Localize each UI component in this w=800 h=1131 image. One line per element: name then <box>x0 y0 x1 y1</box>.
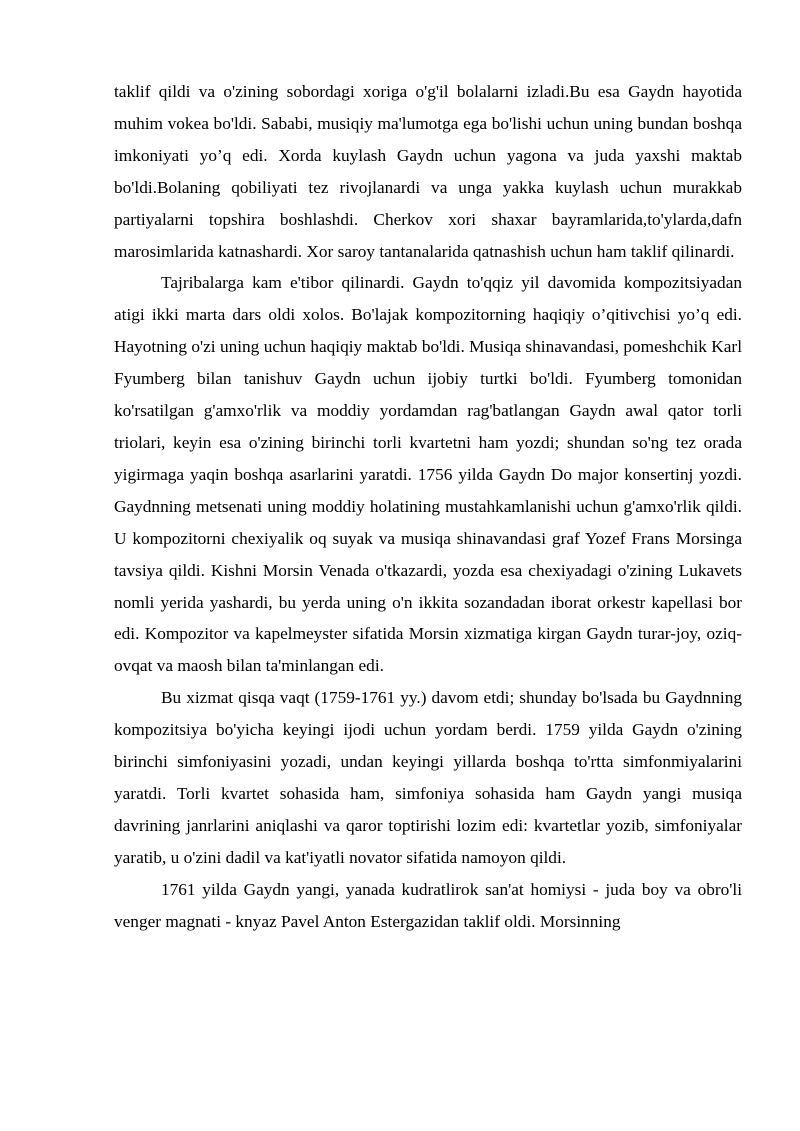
page-text-block <box>114 76 742 937</box>
paragraph-1: taklif qildi va o'zining sobordagi xoriga o'g'il bolalarni izladi.Bu esa Gaydn hayotida muhim vokea bo'ldi. Sababi, musiqiy ma'lumotga ega bo'lishi uchun uning bundan boshqa imkoniyati yo’q edi. Xorda kuylash Gaydn uchun yagona va juda yaxshi maktab bo'ldi.Bolaning qobiliyati tez rivojlanardi va unga yakka kuylash uchun murakkab partiyalarni topshira boshlashdi. Cherkov xori shaxar bayramlarida,to'ylarda,dafn marosimlarida katnashardi. Xor saroy tantanalarida qatnashish uchun ham taklif qilinardi. <box>114 82 742 261</box>
paragraph-4: 1761 yilda Gaydn yangi, yanada kudratlirok san'at homiysi - juda boy va obro'li venger magnati - knyaz Pavel Anton Estergazidan taklif oldi. Morsinning <box>114 879 742 931</box>
paragraph-2: Tajribalarga kam e'tibor qilinardi. Gaydn to'qqiz yil davomida kompozitsiyadan atigi ikki marta dars oldi xolos. Bo'lajak kompozitorning haqiqiy o’qitivchisi yo’q edi. Hayotning o'zi uning uchun haqiqiy maktab bo'ldi. Musiqa shinavandasi, pomeshchik Karl Fyumberg bilan tanishuv Gaydn uchun ijobiy turtki bo'ldi. Fyumberg tomonidan ko'rsatilgan g'amxo'rlik va moddiy yordamdan rag'batlangan Gaydn awal qator torli triolari, keyin esa o'zining birinchi torli kvartetni ham yozdi; shundan so'ng tez orada yigirmaga yaqin boshqa asarlarini yaratdi. 1756 yilda Gaydn Do major konsertinj yozdi. Gaydnning metsenati uning moddiy holatining mustahkamlanishi uchun g'amxo'rlik qildi. U kompozitorni chexiyalik oq suyak va musiqa shinavandasi graf Yozef Frans Morsinga tavsiya qildi. Kishni Morsin Venada o'tkazardi, yozda esa chexiyadagi o'zining Lukavets nomli yerida yashardi, bu yerda uning o'n ikkita sozandadan iborat orkestr kapellasi bor edi. Kompozitor va kapelmeyster sifatida Morsin xizmatiga kirgan Gaydn turar-joy, oziq-ovqat va maosh bilan ta'minlangan edi. <box>114 273 742 676</box>
paragraph-3: Bu xizmat qisqa vaqt (1759-1761 yy.) davom etdi; shunday bo'lsada bu Gaydnning kompozitsiya bo'yicha keyingi ijodi uchun yordam berdi. 1759 yilda Gaydn o'zining birinchi simfoniyasini yozadi, undan keyingi yillarda boshqa to'rtta simfonmiyalarini yaratdi. Torli kvartet sohasida ham, simfoniya sohasida ham Gaydn yangi musiqa davrining janrlarini aniqlashi va qaror toptirishi lozim edi: kvartetlar yozib, simfoniyalar yaratib, u o'zini dadil va kat'iyatli novator sifatida namoyon qildi. <box>114 688 742 867</box>
